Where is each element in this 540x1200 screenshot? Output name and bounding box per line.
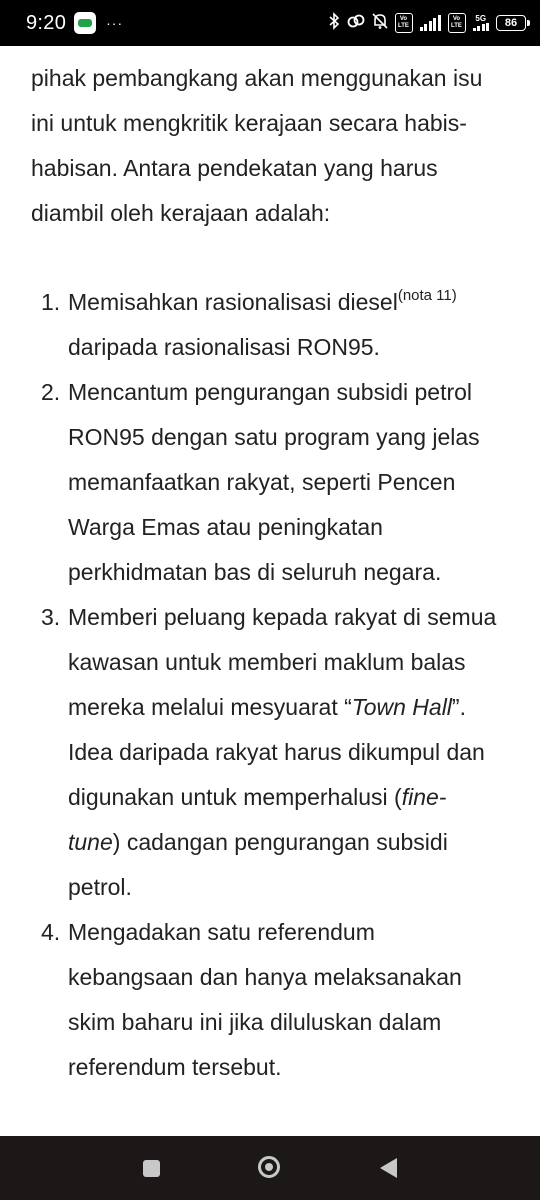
emphasis-text: Town Hall: [351, 694, 452, 720]
list-line: kawasan untuk memberi maklum balas: [68, 649, 466, 675]
list-number: 1.: [41, 289, 61, 315]
list-line: memanfaatkan rakyat, seperti Pencen: [68, 469, 456, 495]
list-number: 4.: [41, 919, 61, 945]
list-line: kebangsaan dan hanya melaksanakan: [68, 964, 462, 990]
volte-icon: Vo LTE: [395, 13, 413, 33]
battery-level: 86: [504, 17, 518, 29]
list-number: 2.: [41, 379, 61, 405]
approach-list: [0, 280, 540, 1090]
list-line: Mengadakan satu referendum: [68, 919, 375, 945]
list-line: Idea daripada rakyat harus dikumpul dan: [68, 739, 485, 765]
list-line: perkhidmatan bas di seluruh negara.: [68, 559, 442, 585]
list-line: referendum tersebut.: [68, 1054, 282, 1080]
recents-icon[interactable]: [137, 1154, 165, 1182]
list-item: [0, 910, 540, 1090]
link-icon: [347, 13, 365, 33]
emphasis-text: fine-: [401, 784, 447, 810]
list-line: digunakan untuk memperhalusi (fine-: [68, 784, 447, 810]
list-line: tune) cadangan pengurangan subsidi: [68, 829, 448, 855]
paragraph-line: diambil oleh kerajaan adalah:: [31, 200, 331, 226]
paragraph-line: ini untuk mengkritik kerajaan secara habis-: [31, 110, 467, 136]
status-time: 9:20: [26, 11, 67, 34]
list-line: daripada rasionalisasi RON95.: [68, 334, 380, 360]
emphasis-text: tune: [68, 829, 113, 855]
list-line: RON95 dengan satu program yang jelas: [68, 424, 480, 450]
list-line: Memisahkan rasionalisasi diesel$^{(nota 11)}$: [68, 287, 457, 315]
list-line: mereka melalui mesyuarat “Town Hall”.: [68, 694, 466, 720]
app-notification-icon: [74, 12, 96, 34]
list-number: 3.: [41, 604, 61, 630]
5g-signal-icon: 5G: [473, 15, 490, 31]
list-item: [0, 280, 540, 370]
article-content: [0, 46, 540, 1136]
home-icon[interactable]: [254, 1152, 284, 1182]
list-line: Memberi peluang kepada rakyat di semua: [68, 604, 497, 630]
status-bar-right: [328, 12, 527, 34]
navigation-bar: [0, 1136, 540, 1200]
footnote-link[interactable]: (nota 11): [397, 287, 457, 304]
status-bar: [0, 0, 540, 46]
list-item: [0, 370, 540, 595]
volte-icon-2: Vo LTE: [448, 13, 466, 33]
signal-icon: [420, 15, 441, 31]
more-notifications-icon: ···: [106, 15, 124, 31]
article-paragraph: [31, 56, 511, 236]
status-bar-left: [26, 12, 123, 35]
paragraph-line: pihak pembangkang akan menggunakan isu: [31, 65, 483, 91]
battery-icon: [496, 15, 526, 31]
back-icon[interactable]: [374, 1154, 402, 1182]
bluetooth-icon: [328, 12, 340, 34]
list-line: petrol.: [68, 874, 132, 900]
list-line: Warga Emas atau peningkatan: [68, 514, 383, 540]
list-line: Mencantum pengurangan subsidi petrol: [68, 379, 473, 405]
bell-off-icon: [372, 12, 388, 34]
paragraph-line: habisan. Antara pendekatan yang harus: [31, 155, 438, 181]
list-item: [0, 595, 540, 910]
list-line: skim baharu ini jika diluluskan dalam: [68, 1009, 442, 1035]
